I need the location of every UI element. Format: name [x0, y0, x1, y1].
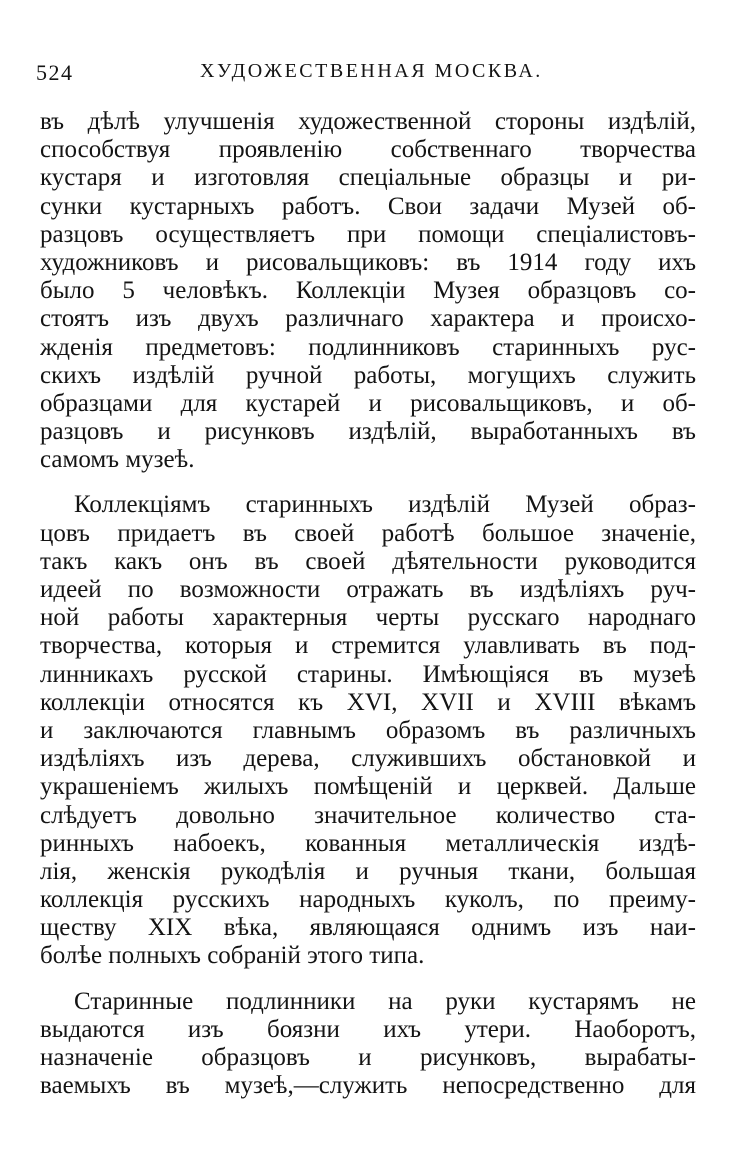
running-header	[36, 60, 696, 90]
text-line: лія, женскія рукодѣлія и ручныя ткани, большая	[40, 857, 696, 885]
text-line: такъ какъ онъ въ своей дѣятельности руководится	[40, 547, 696, 575]
text-line: цовъ придаетъ въ своей работѣ большое значеніе,	[40, 519, 696, 547]
text-line: ществу XIX вѣка, являющаяся однимъ изъ наи-	[40, 914, 696, 942]
running-title: ХУДОЖЕСТВЕННАЯ МОСКВА.	[200, 60, 543, 82]
text-line: и заключаются главнымъ образомъ въ различныхъ	[40, 716, 696, 744]
text-line: ной работы характерныя черты русскаго народнаго	[40, 604, 696, 632]
text-line: Старинные подлинники на руки кустарямъ не	[74, 987, 696, 1015]
text-line: сунки кустарныхъ работъ. Свои задачи Музей об-	[40, 192, 696, 220]
text-line: разцовъ и рисунковъ издѣлій, выработанныхъ въ	[40, 418, 696, 446]
text-line: было 5 человѣкъ. Коллекціи Музея образцовъ со-	[40, 277, 696, 305]
text-line: кустаря и изготовляя спеціальные образцы и ри-	[40, 164, 696, 192]
text-line: издѣліяхъ изъ дерева, служившихъ обстановкой и	[40, 745, 696, 773]
paragraph-3	[40, 988, 696, 1101]
text-line: выдаются изъ боязни ихъ утери. Наоборотъ,	[40, 1015, 696, 1043]
text-line: идеей по возможности отражать въ издѣліяхъ руч-	[40, 576, 696, 603]
paragraph-1	[40, 108, 696, 474]
text-line: стоятъ изъ двухъ различнаго характера и происхо-	[40, 305, 696, 333]
text-line: линникахъ русской старины. Имѣющіяся въ музеѣ	[40, 660, 696, 688]
text-line: самомъ музеѣ.	[40, 446, 195, 474]
text-line: ринныхъ набоекъ, кованныя металлическія издѣ-	[40, 829, 696, 857]
text-line: украшеніемъ жилыхъ помѣщеній и церквей. Дальше	[40, 773, 696, 801]
text-line: коллекціи относятся къ XVI, XVII и XVIII вѣкамъ	[40, 688, 696, 716]
text-line: въ дѣлѣ улучшенія художественной стороны издѣлій,	[40, 108, 696, 135]
paragraph-2	[40, 491, 696, 970]
text-line: ваемыхъ въ музеѣ,—служить непосредственно для	[40, 1072, 696, 1100]
text-line: разцовъ осуществляетъ при помощи спеціалистовъ-	[40, 220, 696, 248]
text-line: способствуя проявленію собственнаго творчества	[40, 136, 696, 164]
body-text	[40, 108, 696, 1100]
text-line: скихъ издѣлій ручной работы, могущихъ служить	[40, 361, 696, 389]
text-line: назначеніе образцовъ и рисунковъ, вырабаты-	[40, 1044, 696, 1071]
text-line: слѣдуетъ довольно значительное количество ста-	[40, 801, 696, 829]
text-line: жденія предметовъ: подлинниковъ старинныхъ рус-	[40, 333, 696, 361]
page-number: 524	[36, 60, 74, 85]
text-line: образцами для кустарей и рисовальщиковъ, и об-	[40, 389, 696, 417]
text-line: болѣе полныхъ собраній этого типа.	[40, 942, 425, 970]
text-line: творчества, которыя и стремится улавливать въ под-	[40, 632, 696, 660]
text-line: Коллекціямъ старинныхъ издѣлій Музей образ-	[74, 491, 696, 519]
text-line: коллекція русскихъ народныхъ куколъ, по преиму-	[40, 886, 696, 914]
text-line: художниковъ и рисовальщиковъ: въ 1914 году ихъ	[40, 248, 696, 276]
